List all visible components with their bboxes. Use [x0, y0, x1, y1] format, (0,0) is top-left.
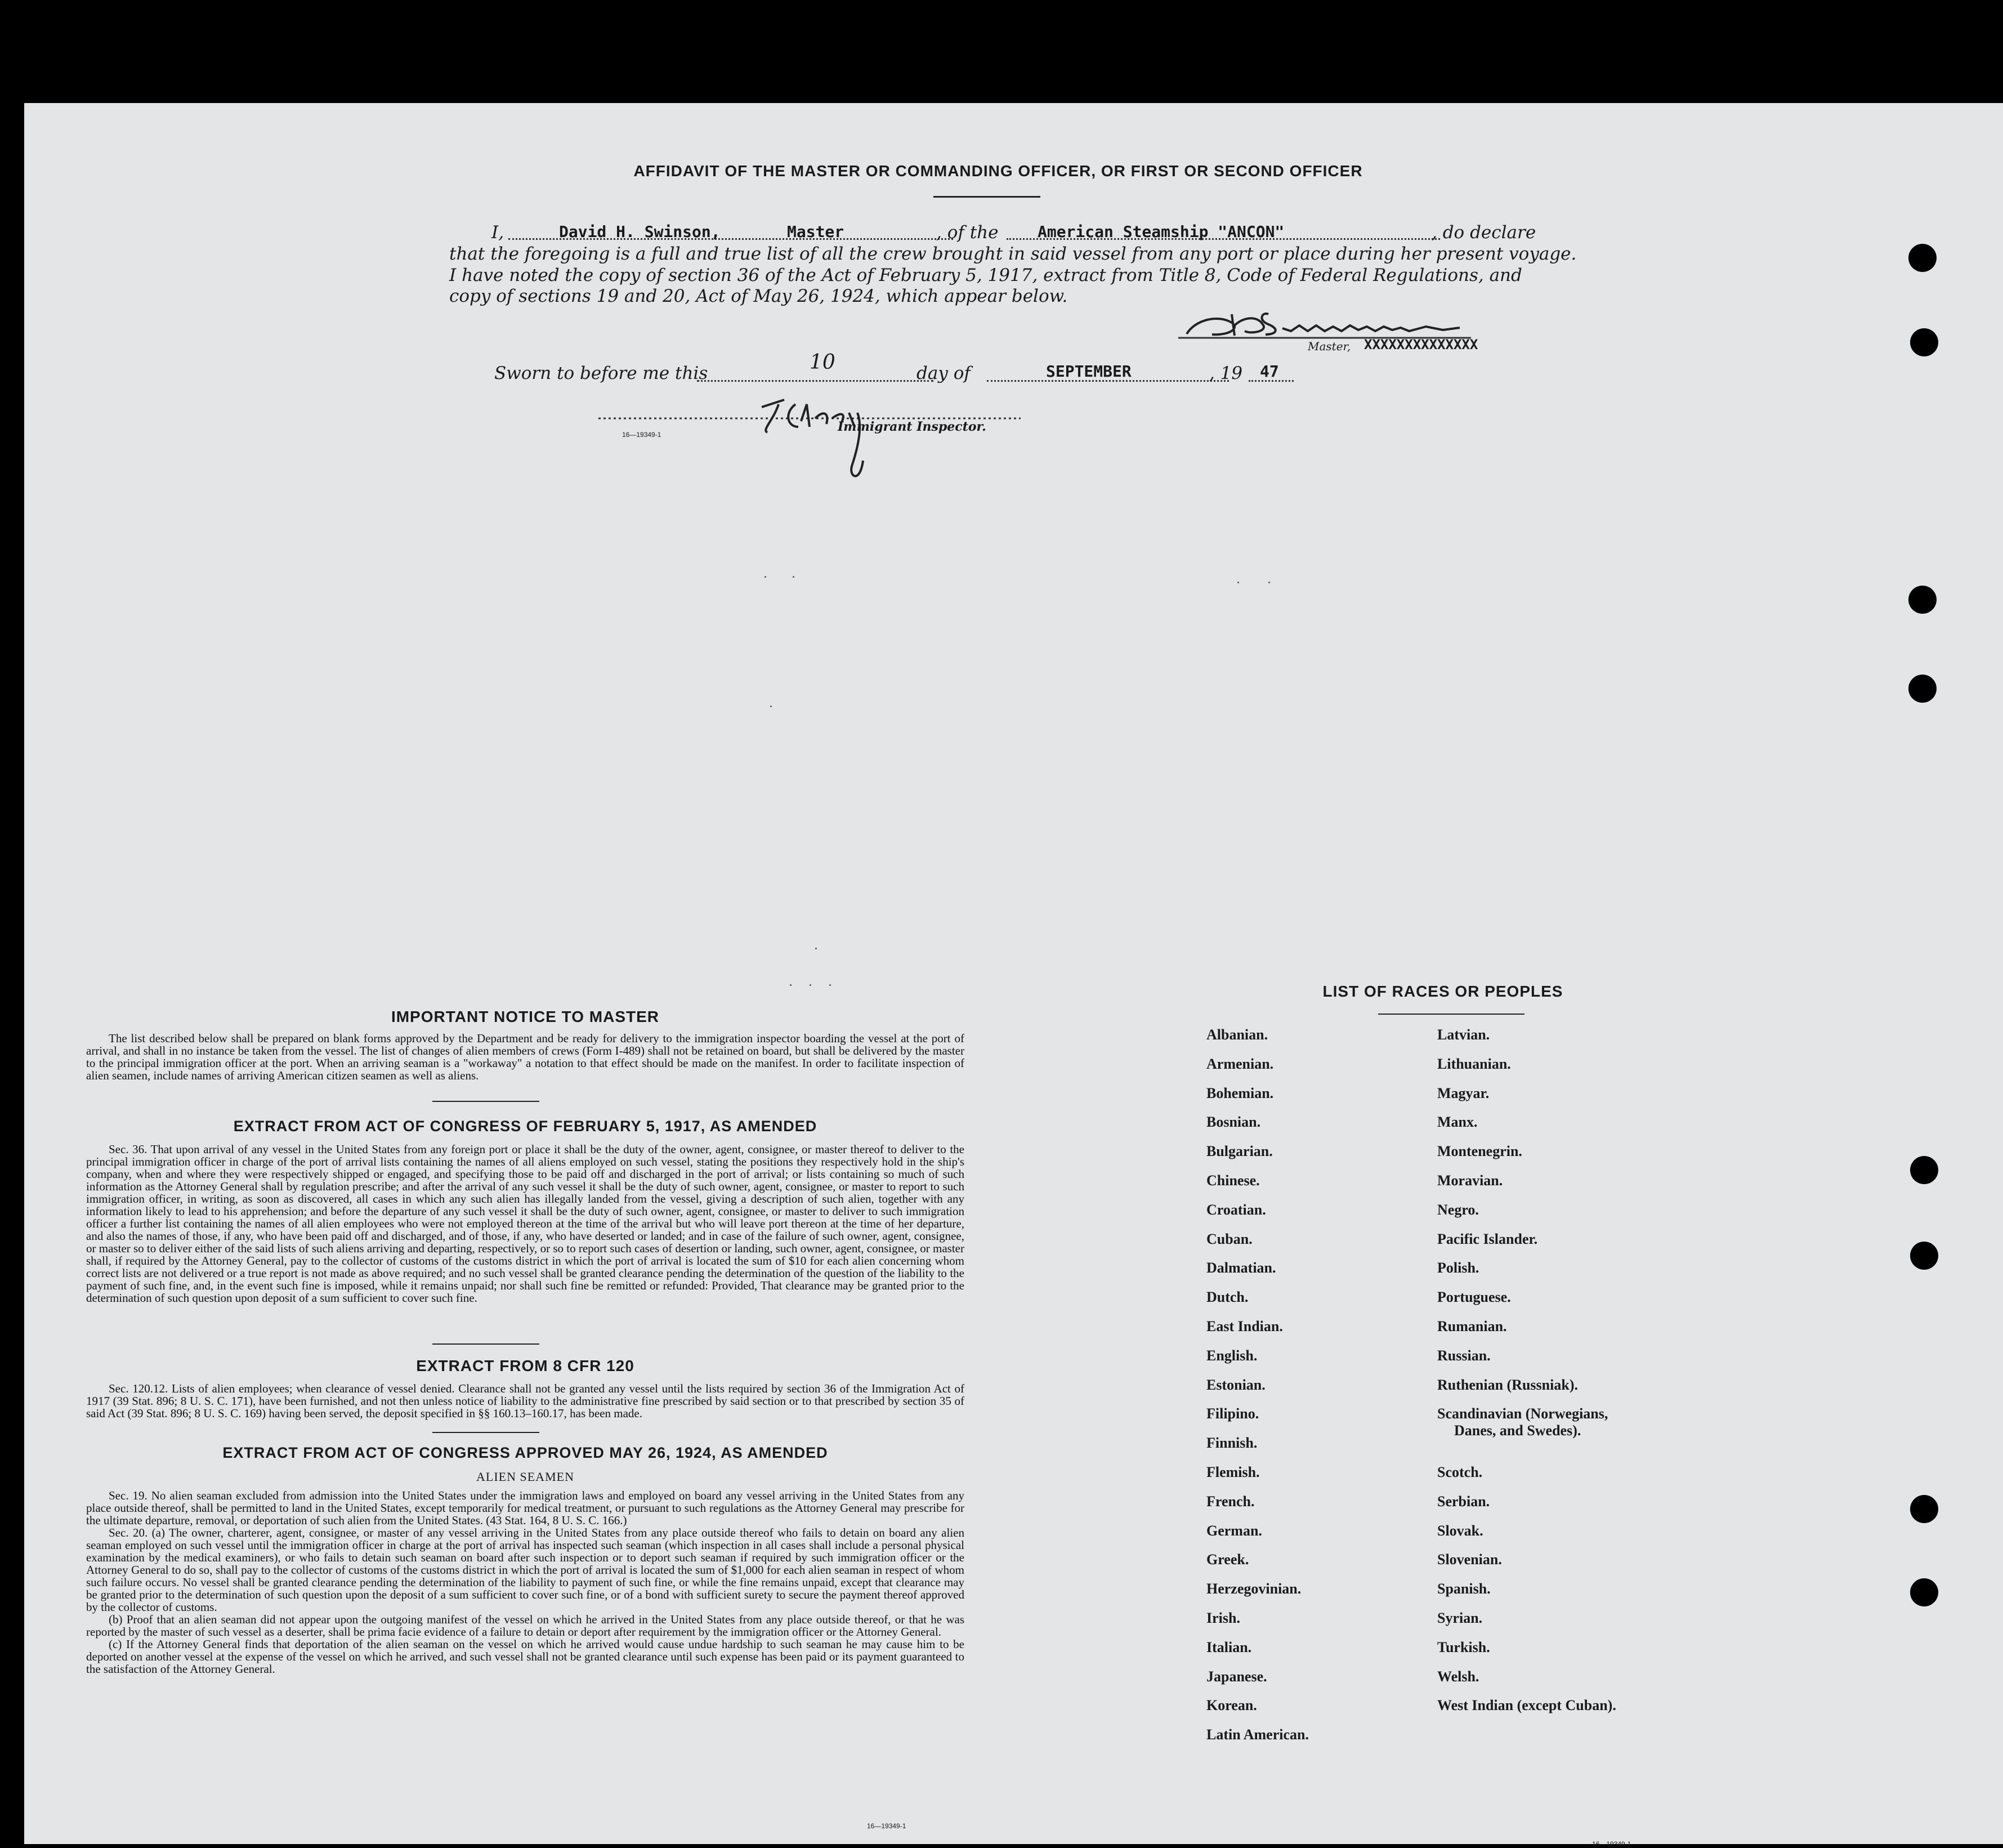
- race-item: Scandinavian (Norwegians,: [1437, 1405, 1608, 1422]
- race-item: West Indian (except Cuban).: [1437, 1697, 1616, 1714]
- race-item: Slovenian.: [1437, 1551, 1502, 1568]
- extract-cfr-body: [86, 1382, 964, 1420]
- affidavit-form-number: 16—19349-1: [622, 431, 661, 439]
- sec-20c-paragraph: (c) If the Attorney General finds that deportation of the alien seaman on the vessel on which he arrived would cause undue hardship to such seaman he may cause him to be deported on another vessel at the expense of the vessel on which he arrived, and such vessel shall not be granted clearance until such expense has been paid or its payment guaranteed to the satisfaction of the Attorney General.: [86, 1637, 964, 1676]
- notice-rule: [432, 1101, 539, 1102]
- extract-1924-body: [86, 1489, 964, 1675]
- race-item: Syrian.: [1437, 1610, 1483, 1626]
- race-item: Cuban.: [1206, 1230, 1253, 1247]
- race-item: German.: [1206, 1522, 1262, 1539]
- race-item: Montenegrin.: [1437, 1143, 1522, 1160]
- sec-20a-paragraph: Sec. 20. (a) The owner, charterer, agent, consignee, or master of any vessel arriving in the United States from any place outside thereof who fails to detain on board any alien seaman employed on such vessel until the immigration officer in charge at the port of arrival has inspected such seaman (which inspection in all cases shall include a personal physical examination by the medical examiners), or who fails to detain such seaman on board after such inspection or to deport such seaman if required by such immigration officer or the Attorney General to do so, shall pay to the collector of customs of the customs district in which the port of arrival is located the sum of $1,000 for each alien seaman in respect of whom such failure occurs. No vessel shall be granted clearance pending the determination of the liability to payment of such fine, or while the fine remains unpaid, except that clearance may be granted prior to the determination of such question upon the deposit of a sum sufficient to cover such fine, or of a bond with sufficient surety to secure the payment thereof approved by the collector of customs.: [86, 1526, 964, 1614]
- speck: [829, 984, 831, 986]
- affidavit-title: AFFIDAVIT OF THE MASTER OR COMMANDING OFFICER, OR FIRST OR SECOND OFFICER: [633, 162, 1363, 180]
- punch-hole: [1910, 328, 1938, 356]
- punch-hole: [1910, 1578, 1938, 1606]
- extract-1917-rule: [432, 1343, 539, 1345]
- extract-cfr-title: EXTRACT FROM 8 CFR 120: [416, 1357, 634, 1374]
- affidavit-do-declare: , do declare: [1432, 222, 1536, 243]
- race-item: Magyar.: [1437, 1084, 1490, 1101]
- race-item: Japanese.: [1206, 1668, 1267, 1685]
- speck: [810, 984, 811, 986]
- speck: [770, 706, 772, 707]
- affidavit-line-2: that the foregoing is a full and true list of all the crew brought in said vessel from any port or place during her present voyage.: [449, 244, 1577, 264]
- speck: [1268, 582, 1270, 583]
- race-item: Negro.: [1437, 1201, 1479, 1218]
- notice-body: [86, 1032, 964, 1082]
- speck: [793, 576, 794, 578]
- races-form-number: 16—19349-1: [1592, 1840, 1631, 1848]
- affidavit-line-3: I have noted the copy of section 36 of the Act of February 5, 1917, extract from Title 8, Code of Federal Regulations, and: [449, 265, 1522, 285]
- race-item: Manx.: [1437, 1114, 1478, 1131]
- race-item: Flemish.: [1206, 1464, 1260, 1480]
- race-item: Bulgarian.: [1206, 1143, 1273, 1160]
- race-item: Russian.: [1437, 1347, 1491, 1364]
- master-caption: Master,: [1308, 340, 1351, 353]
- day-of-text: day of: [916, 363, 971, 383]
- year-prefix: , 19: [1209, 363, 1243, 383]
- race-item: Moravian.: [1437, 1172, 1503, 1189]
- race-item: Herzegovinian.: [1206, 1581, 1302, 1597]
- inspector-signature: [593, 387, 1021, 500]
- race-item: Slovak.: [1437, 1522, 1483, 1539]
- race-item: Armenian.: [1206, 1055, 1274, 1072]
- sworn-text: Sworn to before me this: [494, 363, 708, 383]
- race-item: Pacific Islander.: [1437, 1230, 1538, 1247]
- document-page: [24, 103, 2003, 1848]
- race-item: Bohemian.: [1206, 1084, 1274, 1101]
- vessel-name: American Steamship "ANCON": [1038, 222, 1285, 241]
- alien-seamen-subtitle: ALIEN SEAMEN: [476, 1470, 574, 1484]
- sec-36-paragraph: Sec. 36. That upon arrival of any vessel in the United States from any foreign port or place it shall be the duty of the owner, agent, consignee, or master thereof to deliver to the principal immigration officer in charge of the port of arrival lists containing the names of all aliens employed on such vessel, stating the positions they respectively hold in the ship's company, when and where they were respectively shipped or engaged, and specifying those to be paid off and discharged in the port of arrival; or lists containing so much of such information as the Attorney General shall by regulation prescribe; and after the arrival of any such vessel it shall be the duty of such owner, agent, consignee, or master to report to such immigration officer, in writing, as soon as discovered, all cases in which any such alien has illegally landed from the vessel, giving a description of such alien, together with any information likely to lead to his apprehension; and before the departure of any such vessel it shall be the duty of such owner, agent, consignee, or master to deliver to such immigration officer a further list containing the names of all alien employees who were not employed thereon at the time of the arrival but who will leave port thereon at the time of her departure, and also the names of those, if any, who have been paid off and discharged, and of those, if any, who have deserted or landed; and in case of the failure of such owner, agent, consignee, or master so to deliver either of the said lists of such aliens arriving and departing, respectively, or so to report such cases of desertion or landing, such owner, agent, consignee, or master shall, if required by the Attorney General, pay to the collector of customs of the customs district in which the port of arrival is located the sum of $10 for each alien concerning whom correct lists are not delivered or a true report is not made as above required; and no such vessel shall be granted clearance pending the determination of the question of the liability to the payment of such fine, and, in the event such fine is imposed, while it remains unpaid; nor shall such fine be remitted or refunded: Provided, That clearance may be granted prior to the determination of such question upon deposit of a sum sufficient to cover such fine.: [86, 1142, 964, 1305]
- extract-cfr-rule: [432, 1432, 539, 1433]
- race-item: Latvian.: [1437, 1026, 1490, 1043]
- punch-hole: [1910, 1242, 1938, 1270]
- race-item: Serbian.: [1437, 1493, 1490, 1510]
- master-name: David H. Swinson,: [559, 222, 721, 241]
- affidavit-line-4: copy of sections 19 and 20, Act of May 26, 1924, which appear below.: [449, 286, 1068, 306]
- sworn-month: SEPTEMBER: [1046, 362, 1132, 381]
- race-item: Turkish.: [1437, 1639, 1490, 1655]
- notice-paragraph: The list described below shall be prepared on blank forms approved by the Department and be ready for delivery to the immigration inspector boarding the vessel at the port of arrival, and shall in no instance be taken from the vessel. The list of changes of alien members of crews (Form I-489) shall not be retained on board, but shall be delivered by the master to the principal immigration officer at the port. When an arriving seaman is a "workaway" a notation to that effect should be made on the manifest. In order to facilitate inspection of alien seamen, include names of arriving American citizen seamen as well as aliens.: [86, 1032, 964, 1082]
- punch-hole: [1910, 1156, 1938, 1184]
- race-item: Welsh.: [1437, 1668, 1479, 1685]
- extract-1917-title: EXTRACT FROM ACT OF CONGRESS OF FEBRUARY 5, 1917, AS AMENDED: [233, 1118, 817, 1135]
- race-item: Albanian.: [1206, 1026, 1268, 1043]
- day-line: [697, 380, 933, 382]
- races-title: LIST OF RACES OR PEOPLES: [1322, 983, 1563, 1000]
- sec-120-paragraph: Sec. 120.12. Lists of alien employees; when clearance of vessel denied. Clearance shall not be granted any vessel until the lists required by section 36 of the Immigration Act of 1917 (39 Stat. 896; 8 U. S. C. 171), have been furnished, and not then unless notice of liability to the administrative fine prescribed by said section or to that prescribed by section 35 of said Act (39 Stat. 896; 8 U. S. C. 169) having been served, the deposit specified in §§ 160.13–160.17, has been made.: [86, 1382, 964, 1420]
- sec-20b-paragraph: (b) Proof that an alien seaman did not appear upon the outgoing manifest of the vessel on which he arrived in the United States from any place outside thereof, or that he was reported by the master of such vessel as a deserter, shall be prima facie evidence of a failure to detain or deport after requirement by the immigration officer or the Attorney General.: [86, 1613, 964, 1639]
- race-item: Rumanian.: [1437, 1318, 1507, 1334]
- sec-19-paragraph: Sec. 19. No alien seaman excluded from admission into the United States under the immigration laws and employed on board any vessel arriving in the United States from any place outside thereof, shall be permitted to land in the United States, except temporarily for medical treatment, or pursuant to such regulations as the Attorney General may prescribe for the ultimate departure, removal, or deportation of such alien from the United States. (43 Stat. 164, 8 U. S. C. 166.): [86, 1489, 964, 1527]
- race-item: Ruthenian (Russniak).: [1437, 1376, 1578, 1393]
- year-suffix: 47: [1260, 362, 1279, 381]
- inspector-caption: Immigrant Inspector.: [838, 419, 986, 434]
- race-item: Latin American.: [1206, 1726, 1309, 1743]
- races-rule: [1378, 1014, 1524, 1015]
- race-item: Portuguese.: [1437, 1289, 1511, 1306]
- race-item: Korean.: [1206, 1697, 1257, 1714]
- master-rank: Master: [787, 222, 844, 241]
- sworn-day: 10: [810, 351, 835, 374]
- race-item: English.: [1206, 1347, 1258, 1364]
- race-item: Finnish.: [1206, 1435, 1258, 1452]
- race-item: East Indian.: [1206, 1318, 1283, 1334]
- race-item: Irish.: [1206, 1610, 1240, 1626]
- punch-hole: [1908, 586, 1937, 614]
- race-item: Italian.: [1206, 1639, 1252, 1655]
- extract-1924-title: EXTRACT FROM ACT OF CONGRESS APPROVED MAY 26, 1924, AS AMENDED: [222, 1444, 828, 1461]
- race-item: Polish.: [1437, 1260, 1479, 1276]
- race-item: Dutch.: [1206, 1289, 1249, 1306]
- notice-title: IMPORTANT NOTICE TO MASTER: [391, 1008, 660, 1025]
- speck: [1237, 582, 1239, 583]
- title-rule: [933, 196, 1040, 198]
- affidavit-of-the: , of the: [936, 222, 999, 243]
- speck: [790, 984, 792, 986]
- race-item: Bosnian.: [1206, 1114, 1261, 1131]
- extract-1917-body: [86, 1143, 964, 1304]
- race-item: Estonian.: [1206, 1376, 1266, 1393]
- punch-hole: [1908, 675, 1937, 703]
- race-item: Croatian.: [1206, 1201, 1266, 1218]
- race-item: Danes, and Swedes).: [1454, 1422, 1581, 1439]
- race-item: Scotch.: [1437, 1464, 1483, 1480]
- race-item: Dalmatian.: [1206, 1260, 1276, 1276]
- race-item: Lithuanian.: [1437, 1055, 1511, 1072]
- race-item: Spanish.: [1437, 1581, 1491, 1597]
- race-item: Chinese.: [1206, 1172, 1260, 1189]
- race-item: Greek.: [1206, 1551, 1249, 1568]
- punch-hole: [1910, 1495, 1938, 1523]
- race-item: French.: [1206, 1493, 1255, 1510]
- race-item: Filipino.: [1206, 1405, 1259, 1422]
- struck-out-title: XXXXXXXXXXXXXX: [1364, 337, 1478, 352]
- extract-form-number: 16—19349-1: [867, 1822, 906, 1830]
- punch-hole: [1908, 244, 1937, 272]
- speck: [764, 576, 766, 578]
- affidavit-pre-name: I,: [491, 222, 504, 243]
- speck: [815, 948, 817, 949]
